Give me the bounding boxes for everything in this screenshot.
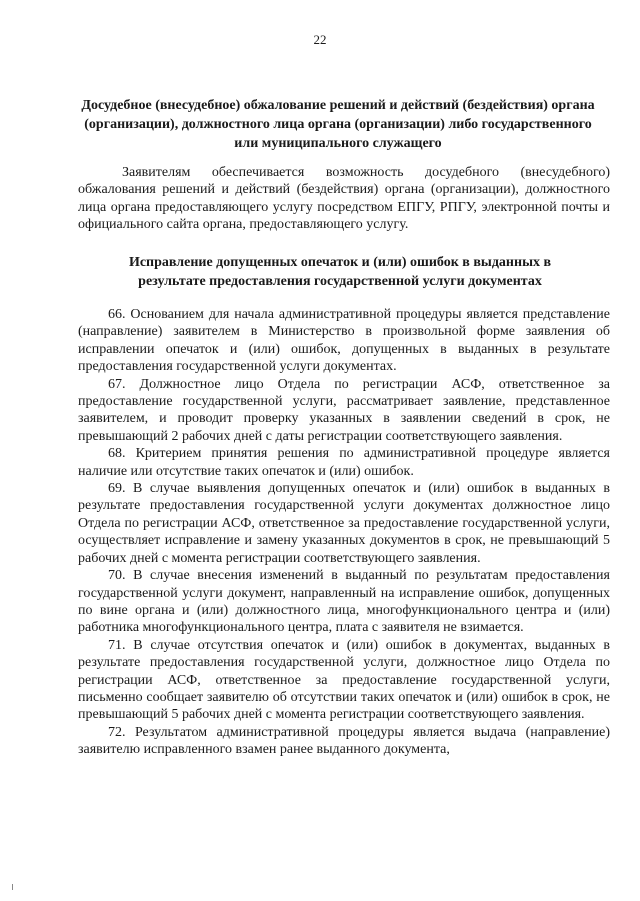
page-number: 22 [313,32,327,47]
paragraph-71: 71. В случае отсутствия опечаток и (или) ошибок в документах, выданных в результате предоставления государственной услуги, должностное лицо Отдела по регистрации АСФ, ответственное за предоставление государственной услуги, письменно сообщает заявителю об отсутствии таких опечаток и (или) ошибок в срок, не превышающий 5 рабочих дней с момента регистрации соответствующего заявления. [78,637,610,723]
numbered-paragraphs [78,306,610,759]
paragraph-72: 72. Результатом административной процедуры является выдача (направление) заявителю исправленного взамен ранее выданного документа, [78,724,610,758]
paragraph-67: 67. Должностное лицо Отдела по регистрации АСФ, ответственное за предоставление государственной услуги, рассматривает заявление, представленное заявителем, и проводит проверку указанных в заявлении сведений в срок, не превышающий 2 рабочих дней с даты регистрации соответствующего заявления. [78,376,610,444]
paragraph-70: 70. В случае внесения изменений в выданный по результатам предоставления государственной услуги документ, направленный на исправление ошибок, допущенных по вине органа и (или) должностного лица, многофункционального центра и (или) работника многофункционального центра, плата с заявителя не взимается. [78,568,610,636]
intro-paragraph: Заявителям обеспечивается возможность досудебного (внесудебного) обжалования решений и действий (бездействия) органа (организации), должностного лица органа предоставляющего услугу посредством ЕПГУ, РПГУ, электронной почты и официального сайта органа, предоставляющего услугу. [78,165,610,233]
paragraph-69: 69. В случае выявления допущенных опечаток и (или) ошибок в выданных в результате предоставления государственной услуги документах должностное лицо Отдела по регистрации АСФ, ответственное за предоставление государственной услуги, осуществляет исправление и замену указанных документов в срок, не превышающий 5 рабочих дней с момента регистрации соответствующего заявления. [78,481,610,566]
paragraph-68: 68. Критерием принятия решения по административной процедуре является наличие или отсутствие таких опечаток и (или) ошибок. [78,446,610,479]
scan-margin-mark [12,884,13,890]
paragraph-66: 66. Основанием для начала административной процедуры является представление (направление) заявителем в Министерство в произвольной форме заявления об исправлении опечаток и (или) ошибок, допущенных в выданных в результате предоставления государственной услуги документах. [78,307,610,375]
section-heading-corrections: Исправление допущенных опечаток и (или) ошибок в выданных в результате предоставления государственной услуги документах [128,255,552,289]
section-heading-appeal: Досудебное (внесудебное) обжалование решений и действий (бездействия) органа (организации), должностного лица органа (организации) либо государственного или муниципального служащего [81,98,595,151]
